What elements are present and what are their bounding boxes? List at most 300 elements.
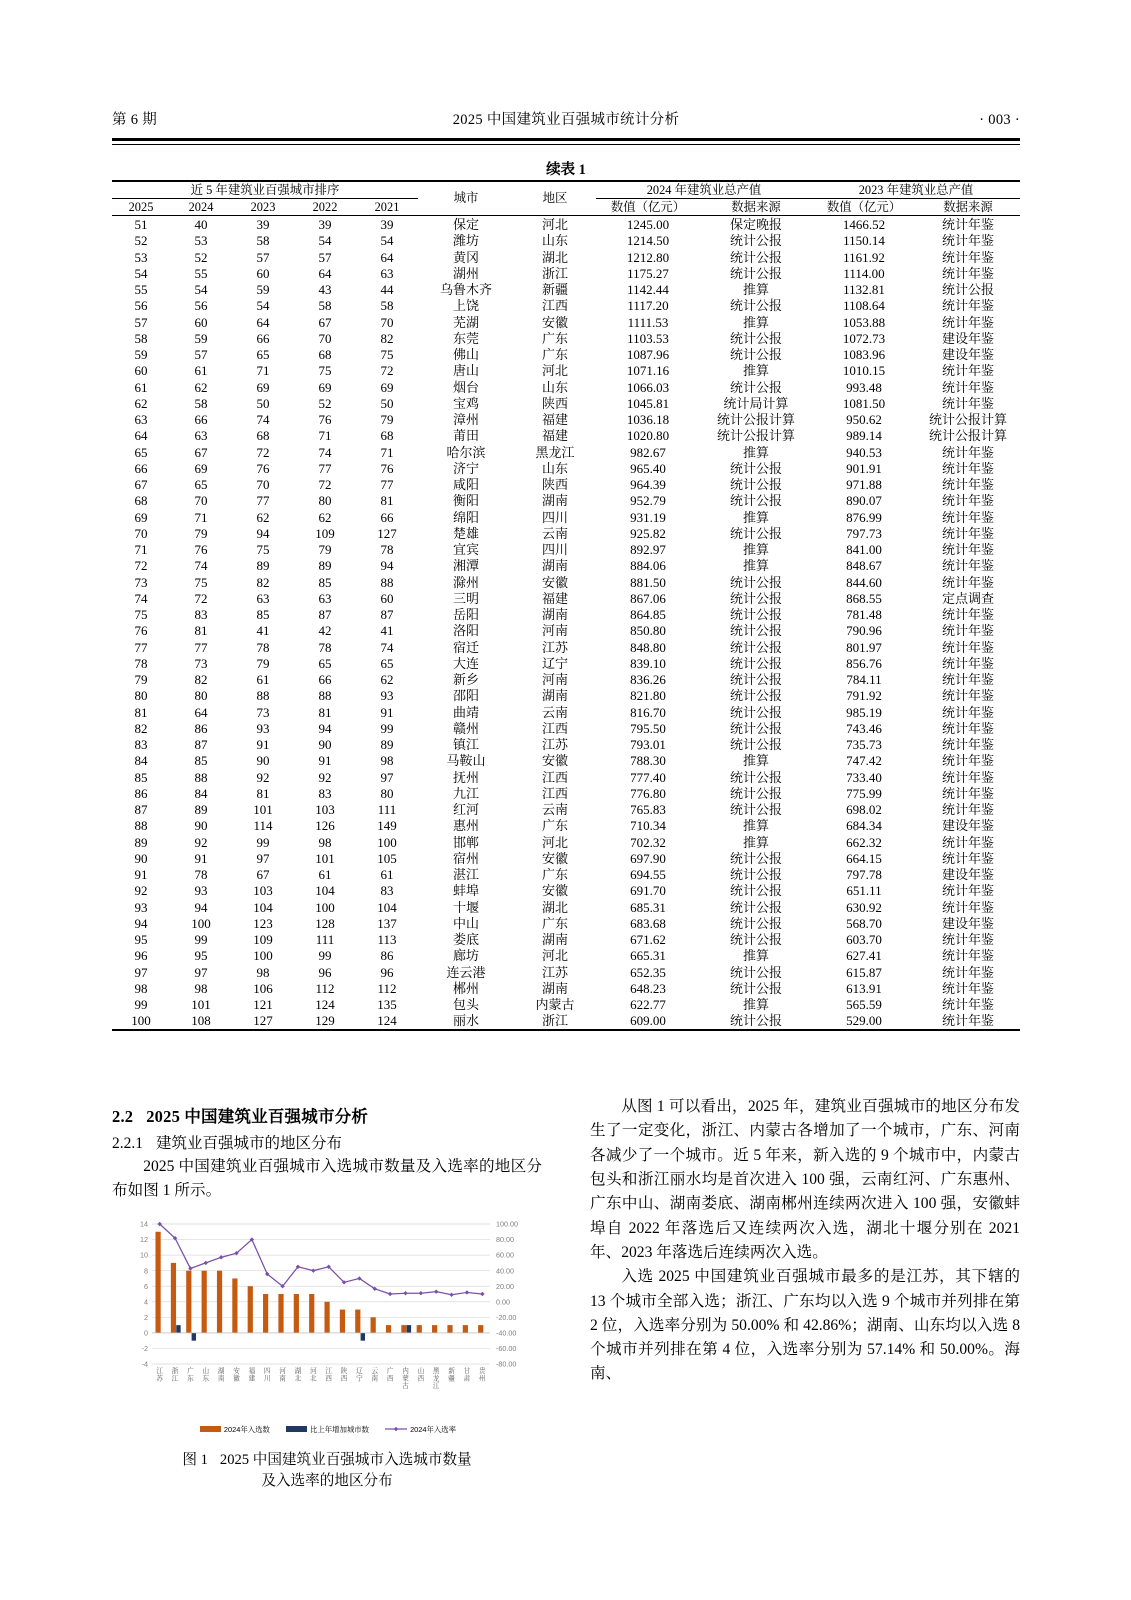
table-row xyxy=(112,753,1020,769)
cell-rank-2023: 54 xyxy=(256,298,270,314)
right-paragraph-1: 从图 1 可以看出，2025 年，建筑业百强城市的地区分布发生了一定变化，浙江、内蒙古各增加了一个城市，广东、河南各减少了一个城市。近 5 年来，新入选的 9 个城市中，内蒙古包头和浙江丽水均是首次进入 100 强，云南红河、广东惠州、广东中山、湖南娄底、湖南郴州连续两次进入 100 强，安徽蚌埠自 2022 年落选后又连续两次入选，湖北十堰分别在 2021 年、2023 年落选后连续两次入选。 xyxy=(590,1098,1020,1261)
cell-region: 四川 xyxy=(542,542,569,557)
cell-source-2024: 统计公报 xyxy=(730,347,783,362)
cell-rank-2022: 69 xyxy=(318,379,332,395)
cell-rank-2022: 74 xyxy=(318,444,332,460)
cell-rank-2024: 80 xyxy=(194,688,208,704)
cell-region: 江西 xyxy=(542,298,569,314)
cell-rank-2023: 90 xyxy=(256,753,270,769)
cell-source-2023: 建设年鉴 xyxy=(942,330,995,346)
cell-rank-2023: 60 xyxy=(256,265,270,281)
cell-rank-2025: 86 xyxy=(134,785,148,801)
cell-source-2023: 统计年鉴 xyxy=(942,395,995,411)
cell-rank-2022: 85 xyxy=(318,574,332,590)
cell-rank-2023: 106 xyxy=(253,980,273,996)
section-number: 2.2 xyxy=(112,1107,134,1126)
svg-text:古: 古 xyxy=(402,1382,409,1390)
cell-source-2024: 统计公报 xyxy=(730,330,783,346)
cell-rank-2022: 42 xyxy=(318,623,332,639)
cell-rank-2025: 84 xyxy=(134,753,148,769)
cell-rank-2024: 67 xyxy=(194,444,208,460)
cell-rank-2025: 62 xyxy=(134,395,148,411)
cell-rank-2023: 65 xyxy=(256,347,270,362)
chart-bar-selected-count xyxy=(478,1325,483,1333)
cell-value-2024: 982.67 xyxy=(630,444,666,460)
cell-rank-2025: 79 xyxy=(134,672,148,687)
cell-rank-2021: 39 xyxy=(380,217,394,232)
x-axis-tick-label xyxy=(371,1367,378,1383)
cell-rank-2022: 80 xyxy=(318,493,332,509)
y-axis-tick-right: 80.00 xyxy=(496,1234,514,1244)
table-row xyxy=(112,671,1020,687)
cell-rank-2025: 53 xyxy=(134,249,148,265)
chart-line-marker xyxy=(388,1291,392,1295)
cell-rank-2023: 63 xyxy=(256,590,270,606)
cell-value-2024: 881.50 xyxy=(630,574,666,590)
cell-city: 乌鲁木齐 xyxy=(440,282,493,297)
cell-rank-2024: 84 xyxy=(194,785,208,801)
cell-rank-2021: 87 xyxy=(380,607,394,622)
cell-rank-2022: 52 xyxy=(318,395,332,411)
cell-value-2023: 868.55 xyxy=(846,590,882,606)
cell-value-2023: 797.78 xyxy=(846,867,882,882)
x-axis-tick-label xyxy=(356,1367,363,1383)
y-axis-tick-left: 2 xyxy=(144,1312,148,1322)
cell-rank-2024: 59 xyxy=(194,330,208,346)
cell-rank-2024: 53 xyxy=(194,233,208,249)
table-row xyxy=(112,460,1020,476)
cell-source-2024: 统计公报 xyxy=(730,883,783,899)
cell-source-2023: 定点调查 xyxy=(942,590,995,606)
cell-rank-2022: 96 xyxy=(318,964,332,980)
cell-rank-2025: 69 xyxy=(134,509,148,525)
table-row xyxy=(112,899,1020,915)
y-axis-tick-right: -40.00 xyxy=(496,1328,517,1338)
cell-source-2023: 统计年鉴 xyxy=(942,720,995,736)
cell-source-2024: 统计公报 xyxy=(730,233,783,249)
cell-value-2023: 781.48 xyxy=(846,607,882,622)
cell-rank-2025: 99 xyxy=(134,997,148,1012)
x-axis-tick-label xyxy=(249,1367,256,1383)
chart-bar-selected-count xyxy=(248,1286,253,1333)
svg-text:东: 东 xyxy=(187,1375,194,1383)
legend-swatch xyxy=(200,1426,221,1432)
cell-region: 湖北 xyxy=(542,249,569,265)
cell-rank-2024: 82 xyxy=(194,672,208,687)
cell-value-2023: 1161.92 xyxy=(843,249,885,265)
cell-rank-2022: 63 xyxy=(318,590,332,606)
svg-text:州: 州 xyxy=(479,1375,486,1383)
cell-rank-2021: 79 xyxy=(380,412,394,427)
cell-value-2023: 844.60 xyxy=(846,574,882,590)
legend-item xyxy=(385,1424,456,1435)
legend-item xyxy=(200,1424,270,1435)
chart-line-selection-rate xyxy=(160,1224,483,1295)
cell-rank-2021: 58 xyxy=(380,298,394,314)
cell-source-2023: 统计年鉴 xyxy=(942,899,995,915)
cell-source-2024: 推算 xyxy=(743,997,770,1012)
cell-city: 惠州 xyxy=(453,818,480,834)
chart-bar-selected-count xyxy=(294,1294,299,1333)
cell-rank-2021: 99 xyxy=(380,720,394,736)
x-axis-tick-label xyxy=(202,1366,209,1383)
cell-source-2023: 统计年鉴 xyxy=(942,688,995,704)
cell-city: 湘潭 xyxy=(453,558,480,574)
th-region: 地区 xyxy=(514,181,596,216)
cell-source-2023: 统计年鉴 xyxy=(942,1013,995,1029)
cell-region: 湖南 xyxy=(542,558,569,574)
cell-region: 云南 xyxy=(542,802,569,817)
x-axis-tick-label xyxy=(479,1366,486,1383)
chart-bar-delta-count xyxy=(361,1333,365,1341)
figure-title-line2: 及入选率的地区分布 xyxy=(261,1472,393,1489)
th-city: 城市 xyxy=(418,181,514,216)
y-axis-tick-right: 0.00 xyxy=(496,1297,510,1307)
cell-rank-2022: 81 xyxy=(318,704,332,720)
cell-value-2024: 964.39 xyxy=(630,477,666,492)
cell-rank-2021: 80 xyxy=(380,785,394,801)
legend-swatch xyxy=(286,1426,307,1432)
cell-rank-2021: 91 xyxy=(380,704,394,720)
chart-line-marker xyxy=(480,1291,484,1295)
cell-source-2023: 统计年鉴 xyxy=(942,379,995,395)
cell-source-2023: 统计年鉴 xyxy=(942,964,995,980)
cell-value-2023: 801.97 xyxy=(846,639,882,655)
cell-value-2023: 993.48 xyxy=(846,379,882,395)
chart-bar-selected-count xyxy=(401,1325,406,1333)
cell-region: 四川 xyxy=(542,509,569,525)
cell-value-2023: 1083.96 xyxy=(842,347,886,362)
cell-value-2024: 848.80 xyxy=(630,639,666,655)
cell-rank-2024: 72 xyxy=(194,590,208,606)
cell-rank-2023: 61 xyxy=(256,672,270,687)
y-axis-tick-left: 6 xyxy=(144,1281,148,1291)
cell-city: 曲靖 xyxy=(453,704,480,720)
cell-value-2024: 765.83 xyxy=(630,802,666,817)
cell-rank-2021: 62 xyxy=(380,672,394,687)
cell-value-2023: 615.87 xyxy=(846,964,882,980)
cell-rank-2023: 50 xyxy=(256,395,270,411)
x-axis-tick-label xyxy=(433,1366,440,1390)
cell-rank-2022: 75 xyxy=(318,363,332,379)
cell-rank-2024: 74 xyxy=(194,558,208,574)
cell-region: 浙江 xyxy=(542,1013,569,1029)
cell-city: 十堰 xyxy=(453,899,480,915)
cell-rank-2021: 75 xyxy=(380,347,394,362)
cell-rank-2025: 71 xyxy=(134,542,148,557)
cell-rank-2024: 63 xyxy=(194,428,208,444)
cell-rank-2025: 67 xyxy=(134,477,148,492)
cell-rank-2022: 39 xyxy=(318,217,332,232)
cell-source-2024: 统计公报 xyxy=(730,737,783,752)
cell-region: 浙江 xyxy=(542,265,569,281)
y-axis-tick-right: 60.00 xyxy=(496,1250,514,1260)
section-title: 2025 中国建筑业百强城市分析 xyxy=(146,1107,369,1126)
cell-value-2024: 1175.27 xyxy=(627,265,669,281)
cell-source-2024: 统计公报 xyxy=(730,1013,783,1029)
cell-rank-2021: 127 xyxy=(377,525,397,541)
cell-rank-2024: 79 xyxy=(194,525,208,541)
cell-rank-2024: 66 xyxy=(194,412,208,427)
svg-text:山: 山 xyxy=(202,1367,210,1375)
cell-rank-2024: 99 xyxy=(194,932,208,947)
table-row xyxy=(112,834,1020,850)
cell-city: 宿迁 xyxy=(453,639,480,655)
cell-source-2023: 统计年鉴 xyxy=(942,265,995,281)
cell-rank-2021: 69 xyxy=(380,379,394,395)
cell-rank-2021: 104 xyxy=(377,899,397,915)
cell-rank-2025: 58 xyxy=(134,330,148,346)
cell-rank-2024: 57 xyxy=(194,347,208,362)
cell-rank-2023: 62 xyxy=(256,509,270,525)
cell-value-2024: 892.97 xyxy=(630,542,666,557)
cell-source-2024: 推算 xyxy=(743,753,770,769)
cell-region: 福建 xyxy=(542,590,569,606)
cell-value-2024: 648.23 xyxy=(630,980,666,996)
cell-region: 山东 xyxy=(542,379,569,395)
cell-source-2023: 统计年鉴 xyxy=(942,509,995,525)
cell-rank-2024: 93 xyxy=(194,883,208,899)
cell-rank-2021: 44 xyxy=(380,282,394,297)
table-row xyxy=(112,346,1020,362)
svg-text:内: 内 xyxy=(402,1367,409,1375)
svg-text:西: 西 xyxy=(325,1375,332,1383)
table-row xyxy=(112,980,1020,996)
chart-bar-selected-count xyxy=(217,1270,222,1332)
cell-rank-2022: 79 xyxy=(318,542,332,557)
cell-rank-2025: 52 xyxy=(134,233,148,249)
y-axis-tick-left: -2 xyxy=(141,1343,148,1353)
svg-text:东: 东 xyxy=(202,1375,210,1383)
chart-bar-selected-count xyxy=(324,1301,329,1332)
cell-city: 镇江 xyxy=(453,737,480,752)
cell-city: 邯郸 xyxy=(453,834,480,850)
cell-rank-2022: 57 xyxy=(318,249,332,265)
cell-source-2023: 统计年鉴 xyxy=(942,477,995,492)
cell-source-2023: 建设年鉴 xyxy=(942,915,995,931)
chart-bar-selected-count xyxy=(232,1278,237,1332)
cell-value-2023: 1466.52 xyxy=(842,217,886,232)
svg-text:苏: 苏 xyxy=(156,1375,163,1383)
svg-text:广: 广 xyxy=(187,1367,194,1375)
chart-bar-selected-count xyxy=(447,1325,452,1333)
cell-value-2023: 1132.81 xyxy=(843,282,885,297)
figure-1 xyxy=(118,1214,538,1444)
svg-text:安: 安 xyxy=(233,1367,240,1375)
chart-bar-selected-count xyxy=(417,1325,422,1333)
cell-rank-2023: 77 xyxy=(256,493,270,509)
table-row xyxy=(112,948,1020,964)
cell-value-2024: 867.06 xyxy=(630,590,666,606)
cell-rank-2025: 66 xyxy=(134,460,148,476)
page-number: · 003 · xyxy=(979,112,1020,128)
x-axis-tick-label xyxy=(448,1366,455,1383)
cell-source-2023: 统计年鉴 xyxy=(942,460,995,476)
x-axis-tick-label xyxy=(156,1366,163,1383)
cell-rank-2023: 68 xyxy=(256,428,270,444)
cell-rank-2025: 57 xyxy=(134,314,148,330)
cell-rank-2021: 77 xyxy=(380,477,394,492)
cell-region: 广东 xyxy=(542,347,569,362)
cell-value-2024: 839.10 xyxy=(630,655,666,671)
cell-rank-2022: 91 xyxy=(318,753,332,769)
cell-value-2024: 710.34 xyxy=(630,818,666,834)
cell-value-2023: 664.15 xyxy=(846,850,882,866)
cell-value-2024: 1214.50 xyxy=(626,233,670,249)
cell-value-2024: 1142.44 xyxy=(627,282,669,297)
table-bottom-rule xyxy=(112,1029,1020,1031)
table-row xyxy=(112,249,1020,265)
cell-city: 九江 xyxy=(453,785,480,801)
svg-text:南: 南 xyxy=(279,1375,286,1383)
cell-rank-2023: 78 xyxy=(256,639,270,655)
cell-region: 山东 xyxy=(542,460,569,476)
cell-rank-2025: 95 xyxy=(134,932,148,947)
th-source-2023: 数据来源 xyxy=(943,200,993,215)
svg-text:江: 江 xyxy=(432,1382,440,1390)
cell-rank-2025: 72 xyxy=(134,558,148,574)
cell-rank-2022: 65 xyxy=(318,655,332,671)
cell-source-2023: 统计年鉴 xyxy=(942,980,995,996)
cell-city: 唐山 xyxy=(453,363,480,379)
cell-source-2024: 统计公报 xyxy=(730,915,783,931)
cell-rank-2022: 100 xyxy=(315,899,335,915)
cell-rank-2021: 65 xyxy=(380,655,394,671)
cell-rank-2021: 70 xyxy=(380,314,394,330)
cell-value-2023: 876.99 xyxy=(846,509,882,525)
cell-rank-2023: 64 xyxy=(256,314,270,330)
figure-caption xyxy=(112,1450,542,1492)
chart-line-marker xyxy=(434,1289,438,1293)
cell-rank-2024: 95 xyxy=(194,948,208,964)
cell-value-2023: 950.62 xyxy=(846,412,882,427)
cell-rank-2025: 89 xyxy=(134,834,148,850)
svg-text:江: 江 xyxy=(156,1367,163,1375)
chart-line-marker xyxy=(449,1292,453,1296)
figure-title-line1: 2025 中国建筑业百强城市入选城市数量 xyxy=(219,1451,472,1468)
cell-source-2024: 统计公报 xyxy=(730,785,783,801)
cell-region: 湖南 xyxy=(542,688,569,704)
cell-source-2024: 推算 xyxy=(743,509,770,525)
cell-rank-2024: 73 xyxy=(194,655,208,671)
cell-city: 湖州 xyxy=(453,265,480,281)
cell-rank-2022: 89 xyxy=(318,558,332,574)
cell-rank-2024: 65 xyxy=(194,477,208,492)
cell-source-2023: 统计年鉴 xyxy=(942,525,995,541)
cell-region: 福建 xyxy=(542,412,569,427)
cell-rank-2022: 88 xyxy=(318,688,332,704)
svg-text:江: 江 xyxy=(171,1375,179,1383)
cell-city: 黄冈 xyxy=(453,249,480,265)
cell-rank-2021: 113 xyxy=(377,932,397,947)
cell-source-2023: 建设年鉴 xyxy=(942,818,995,834)
cell-rank-2025: 77 xyxy=(134,639,148,655)
cell-city: 衡阳 xyxy=(453,493,480,509)
left-column xyxy=(112,1095,542,1492)
cell-source-2023: 统计年鉴 xyxy=(942,704,995,720)
table-row xyxy=(112,655,1020,671)
cell-rank-2021: 54 xyxy=(380,233,394,249)
cell-rank-2023: 103 xyxy=(253,883,273,899)
cell-value-2023: 971.88 xyxy=(846,477,882,492)
cell-rank-2022: 126 xyxy=(315,818,335,834)
x-axis-tick-label xyxy=(172,1366,179,1383)
svg-text:新: 新 xyxy=(448,1367,455,1375)
cell-region: 山东 xyxy=(542,233,569,249)
table-row xyxy=(112,330,1020,346)
table-row xyxy=(112,476,1020,492)
cell-rank-2025: 94 xyxy=(134,915,148,931)
cell-rank-2025: 80 xyxy=(134,688,148,704)
cell-rank-2023: 89 xyxy=(256,558,270,574)
svg-text:建: 建 xyxy=(248,1375,256,1383)
table-row xyxy=(112,720,1020,736)
cell-source-2024: 统计公报计算 xyxy=(717,428,796,444)
cell-source-2024: 统计公报 xyxy=(730,672,783,687)
cell-region: 河北 xyxy=(542,948,569,964)
svg-text:四: 四 xyxy=(263,1367,271,1375)
cell-rank-2023: 57 xyxy=(256,249,270,265)
cell-region: 江西 xyxy=(542,769,569,785)
chart-bar-selected-count xyxy=(155,1231,160,1332)
cell-rank-2025: 75 xyxy=(134,607,148,622)
cell-value-2024: 965.40 xyxy=(630,460,666,476)
cell-rank-2025: 65 xyxy=(134,444,148,460)
cell-rank-2025: 87 xyxy=(134,802,148,817)
chart-bar-selected-count xyxy=(463,1325,468,1333)
cell-source-2023: 统计年鉴 xyxy=(942,558,995,574)
cell-rank-2023: 69 xyxy=(256,379,270,395)
cell-rank-2022: 62 xyxy=(318,509,332,525)
cell-rank-2021: 88 xyxy=(380,574,394,590)
table-row xyxy=(112,883,1020,899)
cell-region: 湖北 xyxy=(542,899,569,915)
cell-rank-2025: 93 xyxy=(134,899,148,915)
cell-rank-2024: 62 xyxy=(194,379,208,395)
section-heading-2-2-1 xyxy=(112,1131,542,1153)
cell-rank-2024: 85 xyxy=(194,753,208,769)
cell-source-2024: 推算 xyxy=(743,834,770,850)
x-axis-tick-label xyxy=(295,1366,302,1383)
cell-value-2023: 901.91 xyxy=(846,460,882,476)
cell-rank-2024: 71 xyxy=(194,509,208,525)
right-paragraph-2: 入选 2025 中国建筑业百强城市最多的是江苏，其下辖的 13 个城市全部入选；浙江、广东均以入选 9 个城市并列排在第 2 位，入选率分别为 50.00% 和 42.86%；湖南、山东均以入选 8 个城市并列排在第 4 位，入选率分别为 57.14% 和 50.00%。海南、 xyxy=(590,1268,1020,1383)
th-rank-2023: 2023 xyxy=(250,200,276,215)
cell-source-2023: 统计年鉴 xyxy=(942,444,995,460)
cell-value-2023: 565.59 xyxy=(846,997,882,1012)
cell-value-2023: 529.00 xyxy=(846,1013,882,1029)
table-row xyxy=(112,801,1020,817)
cell-rank-2023: 109 xyxy=(253,932,273,947)
cell-rank-2024: 54 xyxy=(194,282,208,297)
cell-source-2023: 统计年鉴 xyxy=(942,834,995,850)
cell-value-2023: 743.46 xyxy=(846,720,882,736)
cell-region: 湖南 xyxy=(542,980,569,996)
cell-rank-2021: 149 xyxy=(377,818,397,834)
cell-value-2023: 775.99 xyxy=(846,785,882,801)
cell-rank-2021: 137 xyxy=(377,915,397,931)
cell-value-2023: 856.76 xyxy=(846,655,882,671)
cell-value-2023: 1010.15 xyxy=(842,363,886,379)
table-container xyxy=(112,180,1020,1031)
cell-rank-2021: 98 xyxy=(380,753,394,769)
cell-value-2024: 697.90 xyxy=(630,850,666,866)
cell-rank-2021: 71 xyxy=(380,444,394,460)
cell-rank-2021: 105 xyxy=(377,850,397,866)
svg-text:辽: 辽 xyxy=(356,1367,363,1375)
cell-rank-2022: 71 xyxy=(318,428,332,444)
cell-rank-2021: 60 xyxy=(380,590,394,606)
